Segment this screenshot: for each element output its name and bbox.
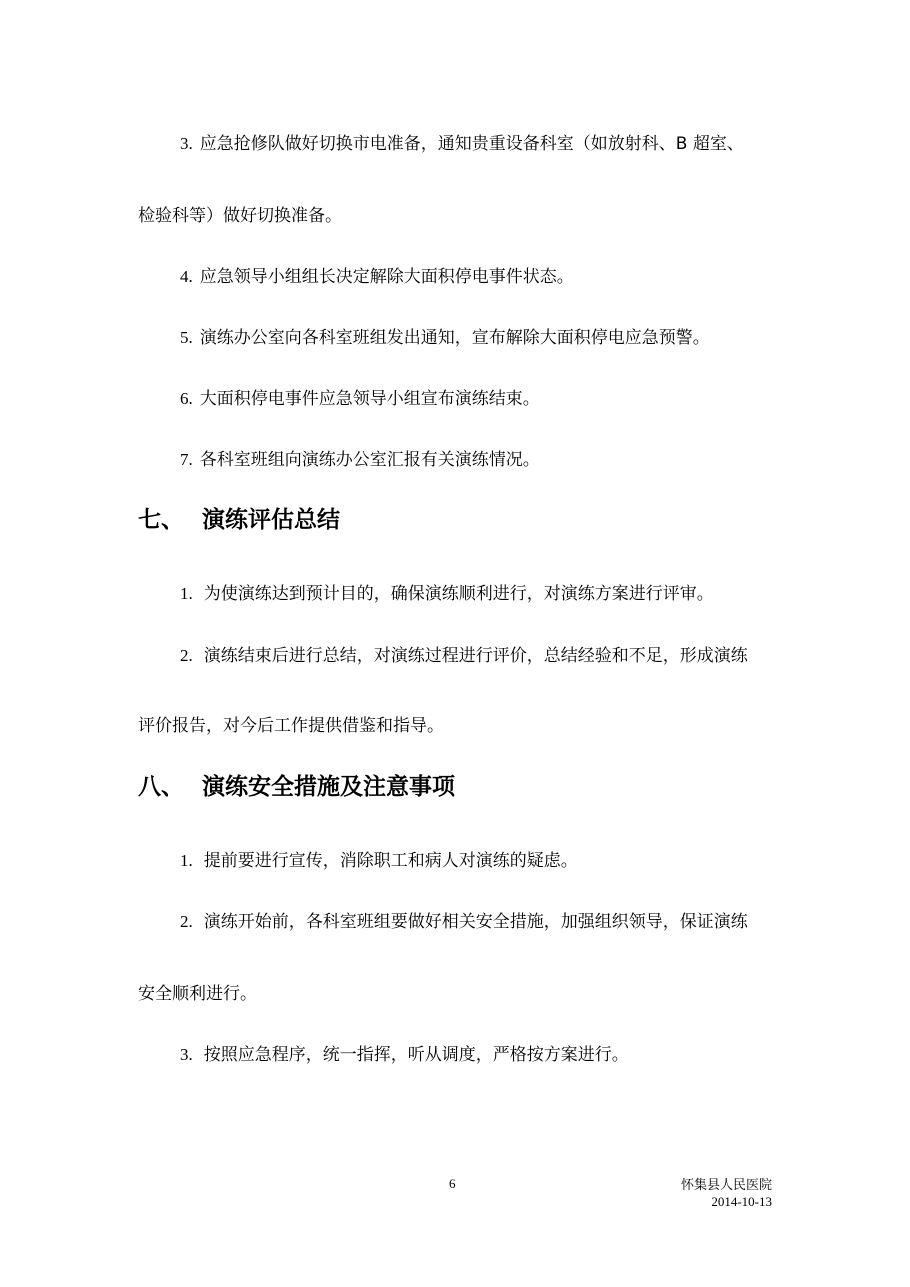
list-item-8-3: 3. 按照应急程序，统一指挥，听从调度，严格按方案进行。 — [180, 1045, 629, 1065]
footer-info — [681, 1178, 772, 1210]
section-heading-8: 八、 演练安全措施及注意事项 — [138, 774, 455, 800]
list-item-7-2-line2: 评价报告，对今后工作提供借鉴和指导。 — [138, 716, 444, 736]
section-heading-7: 七、 演练评估总结 — [138, 507, 340, 533]
list-item-6-5: 5. 演练办公室向各科室班组发出通知，宣布解除大面积停电应急预警。 — [180, 328, 710, 348]
list-item-8-1: 1. 提前要进行宣传，消除职工和病人对演练的疑虑。 — [180, 851, 578, 871]
footer-date: 2014-10-13 — [711, 1194, 772, 1209]
list-item-6-3-line2: 检验科等）做好切换准备。 — [138, 206, 342, 226]
list-item-7-1: 1. 为使演练达到预计目的，确保演练顺利进行，对演练方案进行评审。 — [180, 584, 714, 604]
list-item-8-2-line2: 安全顺利进行。 — [138, 984, 257, 1004]
footer-organization: 怀集县人民医院 — [680, 1178, 772, 1193]
list-item-8-2-line1: 2. 演练开始前，各科室班组要做好相关安全措施，加强组织领导，保证演练 — [180, 912, 748, 932]
list-item-6-7: 7. 各科室班组向演练办公室汇报有关演练情况。 — [180, 450, 540, 470]
list-item-6-4: 4. 应急领导小组组长决定解除大面积停电事件状态。 — [180, 267, 574, 287]
list-item-6-3-line1: 3. 应急抢修队做好切换市电准备，通知贵重设备科室（如放射科、B 超室、 — [180, 134, 744, 154]
list-item-6-6: 6. 大面积停电事件应急领导小组宣布演练结束。 — [180, 389, 540, 409]
list-item-7-2-line1: 2. 演练结束后进行总结，对演练过程进行评价，总结经验和不足，形成演练 — [180, 646, 748, 666]
page-number: 6 — [449, 1176, 456, 1191]
